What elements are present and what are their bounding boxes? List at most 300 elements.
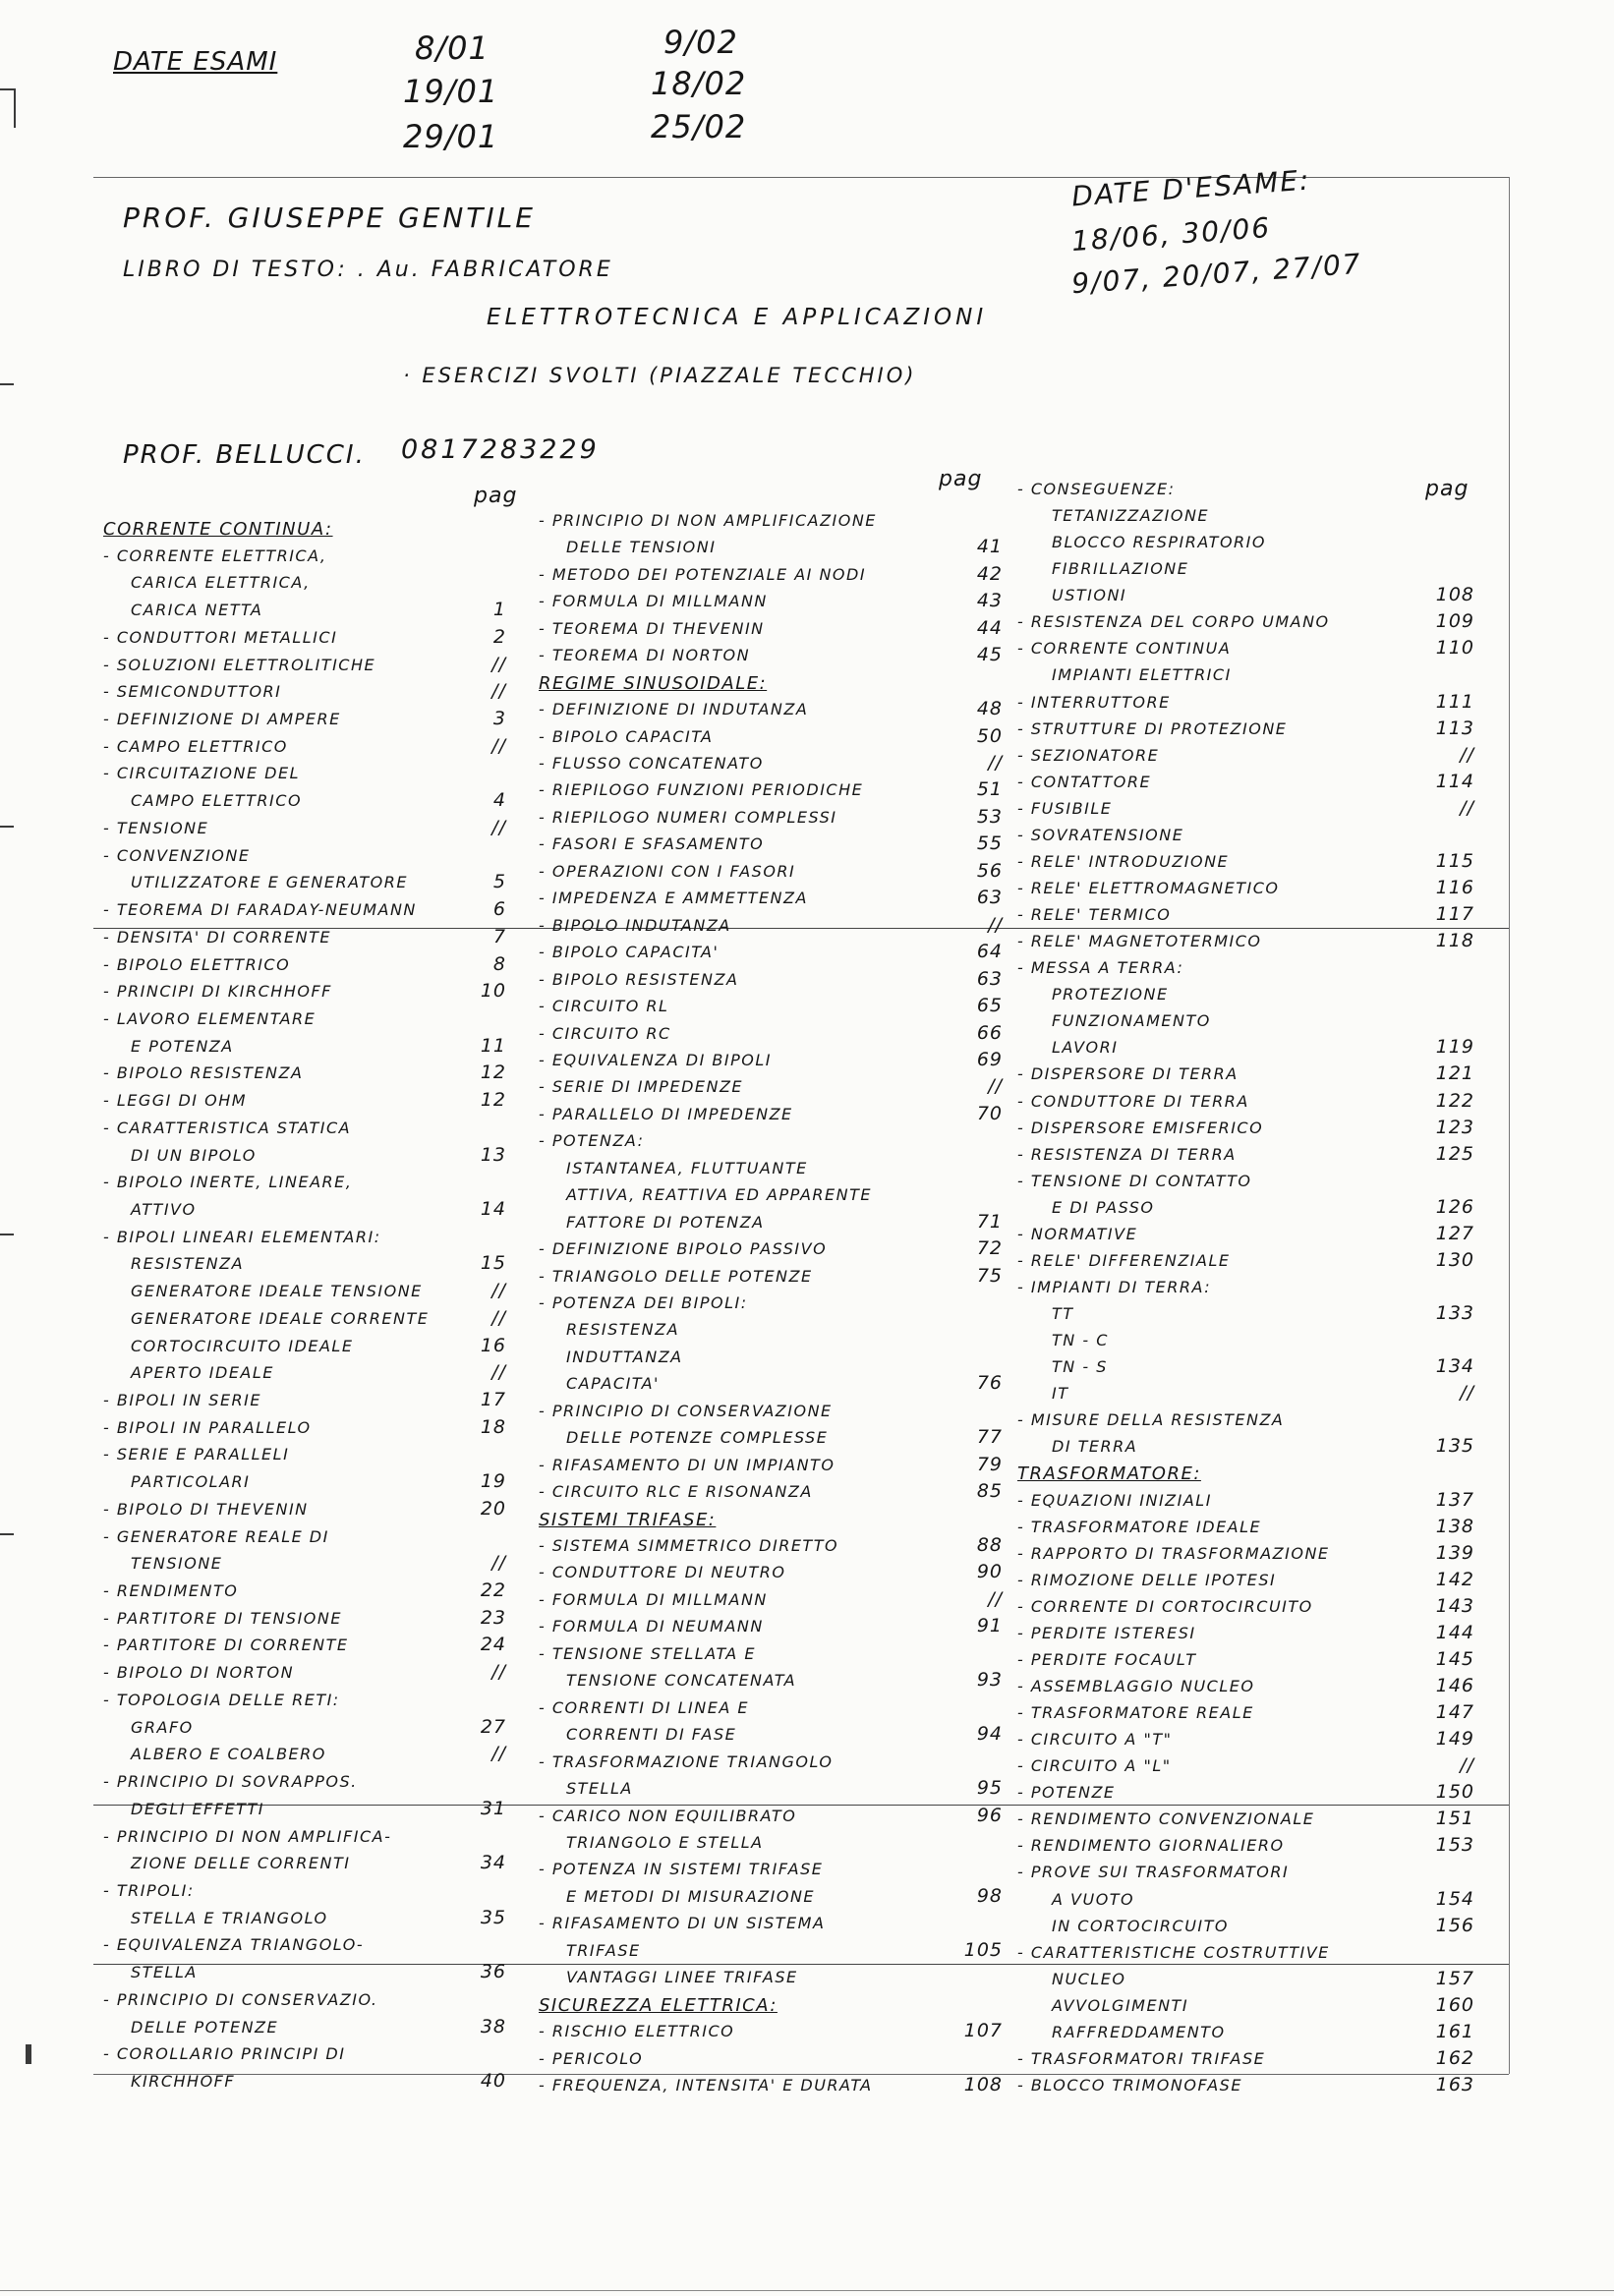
toc-entry: CARICA ELETTRICA, xyxy=(131,573,311,592)
toc-page-number: // xyxy=(491,735,506,757)
toc-page-number: 45 xyxy=(976,644,1003,665)
toc-entry: - PRINCIPIO DI SOVRAPPOS. xyxy=(103,1772,358,1791)
toc-page-number: 72 xyxy=(976,1237,1003,1259)
toc-entry: LAVORI xyxy=(1052,1038,1119,1057)
toc-entry: - CORRENTE CONTINUA xyxy=(1017,639,1232,658)
toc-entry: - RIEPILOGO FUNZIONI PERIODICHE xyxy=(539,780,864,799)
toc-entry: - STRUTTURE DI PROTEZIONE xyxy=(1017,719,1288,738)
toc-page-number: 160 xyxy=(1435,1994,1474,2016)
toc-entry: DELLE TENSIONI xyxy=(566,538,717,556)
exam-dates-right-label: DATE D'ESAME: xyxy=(1070,163,1312,213)
toc-entry: GRAFO xyxy=(131,1718,194,1737)
toc-page-number: // xyxy=(491,1743,506,1764)
toc-page-number: 105 xyxy=(963,1939,1003,1961)
toc-entry: - BIPOLO CAPACITA' xyxy=(539,943,720,961)
toc-entry: - PRINCIPIO DI NON AMPLIFICAZIONE xyxy=(539,511,877,530)
toc-page-number: 150 xyxy=(1435,1781,1474,1803)
toc-page-number: 63 xyxy=(976,968,1003,990)
toc-entry: - CIRCUITO RL xyxy=(539,997,669,1015)
toc-entry: - SISTEMA SIMMETRICO DIRETTO xyxy=(539,1536,839,1555)
toc-entry: - COROLLARIO PRINCIPI DI xyxy=(103,2044,346,2063)
toc-entry: - RIMOZIONE DELLE IPOTESI xyxy=(1017,1571,1277,1589)
toc-entry: - RESISTENZA DI TERRA xyxy=(1017,1145,1237,1164)
toc-entry: - CORRENTE ELETTRICA, xyxy=(103,546,327,565)
toc-entry: - PROVE SUI TRASFORMATORI xyxy=(1017,1863,1290,1881)
toc-entry: DELLE POTENZE COMPLESSE xyxy=(566,1428,829,1447)
toc-page-number: 38 xyxy=(480,2016,506,2038)
scan-fold-line xyxy=(93,1805,1509,1806)
exercises-note: · ESERCIZI SVOLTI (PIAZZALE TECCHIO) xyxy=(403,364,917,387)
toc-entry: IN CORTOCIRCUITO xyxy=(1052,1917,1229,1935)
toc-entry: - RENDIMENTO CONVENZIONALE xyxy=(1017,1809,1315,1828)
toc-page-number: 118 xyxy=(1435,930,1474,951)
toc-page-number: 63 xyxy=(976,887,1003,908)
exam-date: 9/02 xyxy=(663,24,738,61)
toc-page-number: 12 xyxy=(480,1089,506,1111)
toc-entry: - BIPOLO RESISTENZA xyxy=(103,1063,304,1082)
toc-entry: - SOVRATENSIONE xyxy=(1017,826,1184,844)
toc-entry: - CIRCUITO RLC E RISONANZA xyxy=(539,1482,813,1501)
toc-page-number: // xyxy=(1460,1382,1474,1404)
toc-page-number: // xyxy=(491,1307,506,1329)
toc-entry: - TRIPOLI: xyxy=(103,1881,195,1900)
toc-entry: - CIRCUITO RC xyxy=(539,1024,671,1043)
toc-entry: TRASFORMATORE: xyxy=(1017,1464,1201,1484)
toc-entry: - PRINCIPI DI KIRCHHOFF xyxy=(103,982,332,1001)
toc-page-number: // xyxy=(491,817,506,838)
toc-entry: - BIPOLO DI THEVENIN xyxy=(103,1500,309,1519)
toc-entry: DI UN BIPOLO xyxy=(131,1146,257,1165)
toc-page-number: 1 xyxy=(492,599,506,620)
toc-page-number: 115 xyxy=(1435,850,1474,872)
second-professor: PROF. BELLUCCI. xyxy=(123,440,366,470)
toc-page-number: 143 xyxy=(1435,1595,1474,1617)
toc-entry: PARTICOLARI xyxy=(131,1472,251,1491)
toc-page-number: 50 xyxy=(976,725,1003,747)
toc-entry: TRIANGOLO E STELLA xyxy=(566,1833,764,1852)
exam-dates-label: DATE ESAMI xyxy=(113,47,278,77)
toc-entry: - FLUSSO CONCATENATO xyxy=(539,754,764,773)
toc-entry: RAFFREDDAMENTO xyxy=(1052,2023,1226,2041)
toc-entry: DEGLI EFFETTI xyxy=(131,1800,264,1818)
toc-page-number: 31 xyxy=(480,1798,506,1819)
toc-page-number: 69 xyxy=(976,1049,1003,1070)
toc-entry: CORTOCIRCUITO IDEALE xyxy=(131,1337,354,1355)
toc-page-number: 93 xyxy=(976,1669,1003,1691)
toc-page-number: // xyxy=(491,1361,506,1383)
toc-page-number: 6 xyxy=(492,898,506,920)
toc-entry: - CARATTERISTICA STATICA xyxy=(103,1119,352,1137)
toc-entry: - RISCHIO ELETTRICO xyxy=(539,2022,735,2040)
toc-page-number: 154 xyxy=(1435,1888,1474,1910)
toc-entry: - CIRCUITO A "T" xyxy=(1017,1730,1173,1749)
toc-entry: - RESISTENZA DEL CORPO UMANO xyxy=(1017,612,1330,631)
toc-entry: STELLA xyxy=(566,1779,633,1798)
toc-entry: - MESSA A TERRA: xyxy=(1017,958,1184,977)
toc-page-number: 96 xyxy=(976,1805,1003,1826)
toc-entry: - POTENZA: xyxy=(539,1131,645,1150)
toc-page-number: 151 xyxy=(1435,1808,1474,1829)
toc-entry: - METODO DEI POTENZIALE AI NODI xyxy=(539,565,867,584)
toc-entry: - FORMULA DI MILLMANN xyxy=(539,592,768,610)
toc-page-number: 27 xyxy=(480,1716,506,1738)
toc-page-number: 35 xyxy=(480,1907,506,1928)
toc-page-number: 13 xyxy=(480,1144,506,1166)
toc-entry: - GENERATORE REALE DI xyxy=(103,1527,329,1546)
toc-page-number: 119 xyxy=(1435,1036,1474,1058)
toc-entry: - TRIANGOLO DELLE POTENZE xyxy=(539,1267,813,1286)
toc-entry: - BIPOLO INDUTANZA xyxy=(539,916,731,935)
toc-page-number: 12 xyxy=(480,1062,506,1083)
toc-entry: - DEFINIZIONE DI AMPERE xyxy=(103,710,341,728)
toc-page-number: 126 xyxy=(1435,1196,1474,1218)
toc-page-number: 123 xyxy=(1435,1117,1474,1138)
toc-entry: TT xyxy=(1052,1304,1074,1323)
toc-entry: - CIRCUITAZIONE DEL xyxy=(103,764,300,782)
phone-number: 0817283229 xyxy=(401,434,600,465)
toc-page-number: // xyxy=(988,914,1003,936)
toc-page-number: 149 xyxy=(1435,1728,1474,1750)
toc-entry: - BIPOLO ELETTRICO xyxy=(103,955,291,974)
toc-entry: - PERDITE ISTERESI xyxy=(1017,1624,1196,1642)
toc-entry: - TRASFORMATORE IDEALE xyxy=(1017,1518,1262,1536)
toc-page-number: 161 xyxy=(1435,2021,1474,2042)
toc-entry: - RENDIMENTO xyxy=(103,1581,239,1600)
toc-entry: E METODI DI MISURAZIONE xyxy=(566,1887,816,1906)
toc-page-number: 76 xyxy=(976,1372,1003,1394)
toc-entry: - LEGGI DI OHM xyxy=(103,1091,248,1110)
toc-entry: - TRASFORMATORI TRIFASE xyxy=(1017,2049,1266,2068)
toc-page-number: 125 xyxy=(1435,1143,1474,1165)
toc-page-number: 10 xyxy=(480,980,506,1002)
toc-page-number: 64 xyxy=(976,941,1003,962)
toc-entry: TRIFASE xyxy=(566,1941,641,1960)
toc-page-number: 8 xyxy=(492,953,506,975)
toc-page-number: 55 xyxy=(976,832,1003,854)
toc-entry: A VUOTO xyxy=(1052,1890,1135,1909)
toc-entry: - BIPOLI LINEARI ELEMENTARI: xyxy=(103,1228,381,1246)
toc-entry: - FREQUENZA, INTENSITA' E DURATA xyxy=(539,2076,873,2095)
toc-entry: - TEOREMA DI NORTON xyxy=(539,646,751,664)
toc-entry: - DISPERSORE DI TERRA xyxy=(1017,1064,1239,1083)
toc-entry: - BIPOLI IN SERIE xyxy=(103,1391,261,1409)
toc-entry: - SERIE E PARALLELI xyxy=(103,1445,290,1464)
toc-page-number: 127 xyxy=(1435,1223,1474,1244)
toc-entry: - FASORI E SFASAMENTO xyxy=(539,834,765,853)
toc-entry: UTILIZZATORE E GENERATORE xyxy=(131,873,408,891)
toc-entry: - RELE' MAGNETOTERMICO xyxy=(1017,932,1262,950)
toc-entry: - FORMULA DI NEUMANN xyxy=(539,1617,764,1636)
toc-page-number: 88 xyxy=(976,1534,1003,1556)
toc-entry: TN - C xyxy=(1052,1331,1109,1349)
scan-mark xyxy=(0,1234,14,1235)
toc-entry: - RELE' INTRODUZIONE xyxy=(1017,852,1230,871)
exam-date: 29/01 xyxy=(403,118,499,155)
frame-right-line xyxy=(1509,177,1510,2074)
toc-entry: - PARTITORE DI CORRENTE xyxy=(103,1636,349,1654)
toc-page-number: 109 xyxy=(1435,610,1474,632)
toc-page-number: 2 xyxy=(492,626,506,648)
toc-entry: - CIRCUITO A "L" xyxy=(1017,1756,1172,1775)
toc-page-number: // xyxy=(988,1588,1003,1610)
toc-page-number: 53 xyxy=(976,806,1003,828)
toc-page-number: 75 xyxy=(976,1265,1003,1287)
toc-entry: - TENSIONE xyxy=(103,819,209,837)
toc-entry: - TOPOLOGIA DELLE RETI: xyxy=(103,1691,340,1709)
toc-page-number: // xyxy=(491,680,506,702)
toc-entry: - EQUIVALENZA TRIANGOLO- xyxy=(103,1935,365,1954)
toc-page-number: 111 xyxy=(1435,691,1474,713)
toc-entry: CARICA NETTA xyxy=(131,601,263,619)
toc-page-number: 137 xyxy=(1435,1489,1474,1511)
toc-page-number: // xyxy=(1460,744,1474,766)
toc-page-number: 135 xyxy=(1435,1435,1474,1457)
toc-entry: FIBRILLAZIONE xyxy=(1052,559,1189,578)
scan-fold-line xyxy=(93,1964,1509,1965)
toc-entry: - BIPOLO RESISTENZA xyxy=(539,970,739,989)
toc-page-number: 134 xyxy=(1435,1355,1474,1377)
toc-page-number: 5 xyxy=(492,871,506,892)
toc-page-number: 18 xyxy=(480,1416,506,1438)
toc-entry: APERTO IDEALE xyxy=(131,1363,274,1382)
pag-label: pag xyxy=(474,484,518,508)
toc-entry: - CONDUTTORI METALLICI xyxy=(103,628,338,647)
toc-entry: CORRENTI DI FASE xyxy=(566,1725,737,1744)
toc-entry: - NORMATIVE xyxy=(1017,1225,1138,1243)
toc-entry: TETANIZZAZIONE xyxy=(1052,506,1210,525)
toc-entry: E POTENZA xyxy=(131,1037,234,1056)
toc-page-number: 71 xyxy=(976,1211,1003,1233)
toc-page-number: 133 xyxy=(1435,1302,1474,1324)
toc-entry: - RELE' ELETTROMAGNETICO xyxy=(1017,879,1280,897)
toc-page-number: 145 xyxy=(1435,1648,1474,1670)
toc-page-number: 113 xyxy=(1435,718,1474,739)
toc-page-number: 142 xyxy=(1435,1569,1474,1590)
toc-page-number: 34 xyxy=(480,1852,506,1873)
toc-page-number: 116 xyxy=(1435,877,1474,898)
toc-entry: - TENSIONE DI CONTATTO xyxy=(1017,1172,1252,1190)
toc-entry: - BIPOLO CAPACITA xyxy=(539,727,714,746)
toc-entry: CAPACITA' xyxy=(566,1374,660,1393)
toc-page-number: // xyxy=(491,1552,506,1574)
toc-page-number: 144 xyxy=(1435,1622,1474,1643)
toc-entry: CORRENTE CONTINUA: xyxy=(103,519,333,540)
toc-entry: - MISURE DELLA RESISTENZA xyxy=(1017,1410,1285,1429)
exam-dates-right-line: 18/06, 30/06 xyxy=(1070,210,1273,258)
toc-page-number: 138 xyxy=(1435,1516,1474,1537)
toc-page-number: 163 xyxy=(1435,2074,1474,2095)
toc-entry: - EQUAZIONI INIZIALI xyxy=(1017,1491,1212,1510)
toc-page-number: 85 xyxy=(976,1480,1003,1502)
toc-page-number: 122 xyxy=(1435,1090,1474,1112)
toc-entry: - DEFINIZIONE DI INDUTANZA xyxy=(539,700,809,718)
toc-page-number: 114 xyxy=(1435,771,1474,792)
exam-date: 19/01 xyxy=(403,73,499,110)
toc-page-number: 90 xyxy=(976,1561,1003,1582)
toc-page-number: 79 xyxy=(976,1454,1003,1475)
toc-entry: - PERDITE FOCAULT xyxy=(1017,1650,1197,1669)
toc-entry: ISTANTANEA, FLUTTUANTE xyxy=(566,1159,808,1177)
toc-page-number: 146 xyxy=(1435,1675,1474,1696)
toc-page-number: 43 xyxy=(976,590,1003,611)
scan-mark xyxy=(0,826,14,828)
exam-date: 18/02 xyxy=(651,65,747,102)
toc-entry: - INTERRUTTORE xyxy=(1017,693,1171,712)
toc-page-number: 107 xyxy=(963,2020,1003,2041)
toc-entry: STELLA xyxy=(131,1963,198,1981)
toc-entry: - SOLUZIONI ELETTROLITICHE xyxy=(103,656,376,674)
toc-entry: - CONTATTORE xyxy=(1017,773,1152,791)
toc-entry: - CORRENTI DI LINEA E xyxy=(539,1698,749,1717)
toc-entry: FUNZIONAMENTO xyxy=(1052,1011,1211,1030)
toc-page-number: 42 xyxy=(976,563,1003,585)
toc-page-number: 139 xyxy=(1435,1542,1474,1564)
toc-entry: - CAMPO ELETTRICO xyxy=(103,737,288,756)
toc-entry: E DI PASSO xyxy=(1052,1198,1155,1217)
professor-name: PROF. GIUSEPPE GENTILE xyxy=(123,201,536,234)
toc-page-number: // xyxy=(988,1075,1003,1097)
toc-entry: - TRASFORMAZIONE TRIANGOLO xyxy=(539,1752,834,1771)
scan-mark xyxy=(26,2044,31,2064)
toc-entry: - SEMICONDUTTORI xyxy=(103,682,282,701)
toc-entry: - POTENZA DEI BIPOLI: xyxy=(539,1293,748,1312)
toc-page-number: 121 xyxy=(1435,1062,1474,1084)
toc-entry: - TRASFORMATORE REALE xyxy=(1017,1703,1254,1722)
toc-page-number: 56 xyxy=(976,860,1003,882)
toc-page-number: 24 xyxy=(480,1634,506,1655)
toc-entry: USTIONI xyxy=(1052,586,1127,604)
toc-entry: - CARICO NON EQUILIBRATO xyxy=(539,1807,797,1825)
toc-entry: - RIFASAMENTO DI UN SISTEMA xyxy=(539,1914,826,1932)
toc-entry: GENERATORE IDEALE TENSIONE xyxy=(131,1282,423,1300)
toc-entry: BLOCCO RESPIRATORIO xyxy=(1052,533,1266,551)
toc-page-number: 16 xyxy=(480,1335,506,1356)
toc-entry: ATTIVO xyxy=(131,1200,197,1219)
toc-entry: INDUTTANZA xyxy=(566,1348,683,1366)
toc-entry: TENSIONE CONCATENATA xyxy=(566,1671,797,1690)
toc-page-number: 157 xyxy=(1435,1968,1474,1989)
toc-entry: NUCLEO xyxy=(1052,1970,1126,1988)
toc-entry: - CARATTERISTICHE COSTRUTTIVE xyxy=(1017,1943,1330,1962)
toc-entry: - FUSIBILE xyxy=(1017,799,1113,818)
toc-entry: - RENDIMENTO GIORNALIERO xyxy=(1017,1836,1285,1855)
toc-entry: - EQUIVALENZA DI BIPOLI xyxy=(539,1051,772,1069)
toc-entry: - POTENZA IN SISTEMI TRIFASE xyxy=(539,1860,824,1878)
toc-entry: - SEZIONATORE xyxy=(1017,746,1160,765)
toc-page-number: 41 xyxy=(976,536,1003,557)
toc-entry: - BLOCCO TRIMONOFASE xyxy=(1017,2076,1242,2095)
toc-entry: TENSIONE xyxy=(131,1554,223,1573)
toc-entry: TN - S xyxy=(1052,1357,1108,1376)
toc-entry: VANTAGGI LINEE TRIFASE xyxy=(566,1968,798,1986)
toc-entry: - BIPOLO INERTE, LINEARE, xyxy=(103,1173,353,1191)
toc-page-number: 156 xyxy=(1435,1915,1474,1936)
scan-mark xyxy=(0,1533,14,1535)
toc-entry: - PARALLELO DI IMPEDENZE xyxy=(539,1105,793,1123)
toc-entry: - FORMULA DI MILLMANN xyxy=(539,1590,768,1609)
scan-mark xyxy=(0,383,14,385)
toc-entry: RESISTENZA xyxy=(566,1320,680,1339)
toc-page-number: 77 xyxy=(976,1426,1003,1448)
toc-page-number: 94 xyxy=(976,1723,1003,1745)
toc-entry: - PRINCIPIO DI CONSERVAZIONE xyxy=(539,1402,833,1420)
toc-entry: - BIPOLI IN PARALLELO xyxy=(103,1418,312,1437)
toc-entry: - TENSIONE STELLATA E xyxy=(539,1644,756,1663)
toc-entry: - TEOREMA DI FARADAY-NEUMANN xyxy=(103,900,417,919)
toc-entry: - IMPEDENZA E AMMETTENZA xyxy=(539,889,808,907)
toc-page-number: 65 xyxy=(976,995,1003,1016)
toc-entry: - ASSEMBLAGGIO NUCLEO xyxy=(1017,1677,1255,1695)
toc-entry: - RIFASAMENTO DI UN IMPIANTO xyxy=(539,1456,836,1474)
toc-entry: AVVOLGIMENTI xyxy=(1052,1996,1189,2015)
toc-page-number: 22 xyxy=(480,1579,506,1601)
toc-entry: DELLE POTENZE xyxy=(131,2018,279,2037)
toc-page-number: 95 xyxy=(976,1777,1003,1799)
toc-entry: GENERATORE IDEALE CORRENTE xyxy=(131,1309,430,1328)
textbook-title: ELETTROTECNICA E APPLICAZIONI xyxy=(487,305,988,330)
toc-page-number: 98 xyxy=(976,1885,1003,1907)
toc-page-number: 162 xyxy=(1435,2047,1474,2069)
pag-label: pag xyxy=(1425,477,1470,501)
exam-dates-right-line: 9/07, 20/07, 27/07 xyxy=(1070,247,1363,301)
toc-entry: IMPIANTI ELETTRICI xyxy=(1052,665,1232,684)
toc-entry: ALBERO E COALBERO xyxy=(131,1745,326,1763)
toc-entry: - PRINCIPIO DI NON AMPLIFICA- xyxy=(103,1827,392,1846)
toc-page-number: 11 xyxy=(480,1035,506,1057)
toc-entry: - PRINCIPIO DI CONSERVAZIO. xyxy=(103,1990,378,2009)
toc-entry: - CONVENZIONE xyxy=(103,846,251,865)
toc-page-number: 48 xyxy=(976,698,1003,719)
scan-mark xyxy=(14,88,16,128)
toc-page-number: 91 xyxy=(976,1615,1003,1636)
toc-entry: FATTORE DI POTENZA xyxy=(566,1213,765,1232)
toc-page-number: 130 xyxy=(1435,1249,1474,1271)
toc-page-number: 153 xyxy=(1435,1834,1474,1856)
toc-page-number: 70 xyxy=(976,1103,1003,1124)
toc-entry: - DISPERSORE EMISFERICO xyxy=(1017,1119,1264,1137)
toc-page-number: 17 xyxy=(480,1389,506,1410)
toc-entry: - LAVORO ELEMENTARE xyxy=(103,1009,317,1028)
toc-page-number: // xyxy=(1460,797,1474,819)
toc-entry: - IMPIANTI DI TERRA: xyxy=(1017,1278,1212,1296)
bottom-edge-line xyxy=(0,2290,1614,2291)
toc-page-number: 23 xyxy=(480,1607,506,1629)
toc-entry: - CONDUTTORE DI NEUTRO xyxy=(539,1563,786,1581)
exam-date: 25/02 xyxy=(651,108,747,145)
toc-entry: - BIPOLO DI NORTON xyxy=(103,1663,295,1682)
exam-date: 8/01 xyxy=(415,29,490,67)
toc-page-number: // xyxy=(988,752,1003,774)
toc-page-number: 40 xyxy=(480,2070,506,2092)
toc-page-number: 4 xyxy=(492,789,506,811)
toc-entry: - DENSITA' DI CORRENTE xyxy=(103,928,331,947)
toc-entry: - POTENZE xyxy=(1017,1783,1116,1802)
toc-entry: IT xyxy=(1052,1384,1069,1403)
toc-entry: - CONDUTTORE DI TERRA xyxy=(1017,1092,1249,1111)
toc-entry: - RELE' TERMICO xyxy=(1017,905,1172,924)
frame-bottom-line xyxy=(93,2074,1509,2075)
toc-entry: KIRCHHOFF xyxy=(131,2072,236,2091)
toc-entry: SICUREZZA ELETTRICA: xyxy=(539,1995,778,2016)
toc-page-number: 108 xyxy=(1435,584,1474,605)
pag-label: pag xyxy=(939,467,983,491)
toc-entry: - OPERAZIONI CON I FASORI xyxy=(539,862,796,881)
toc-entry: - PERICOLO xyxy=(539,2049,644,2068)
toc-entry: REGIME SINUSOIDALE: xyxy=(539,673,768,694)
toc-entry: STELLA E TRIANGOLO xyxy=(131,1909,328,1927)
toc-page-number: 19 xyxy=(480,1470,506,1492)
toc-page-number: 14 xyxy=(480,1198,506,1220)
